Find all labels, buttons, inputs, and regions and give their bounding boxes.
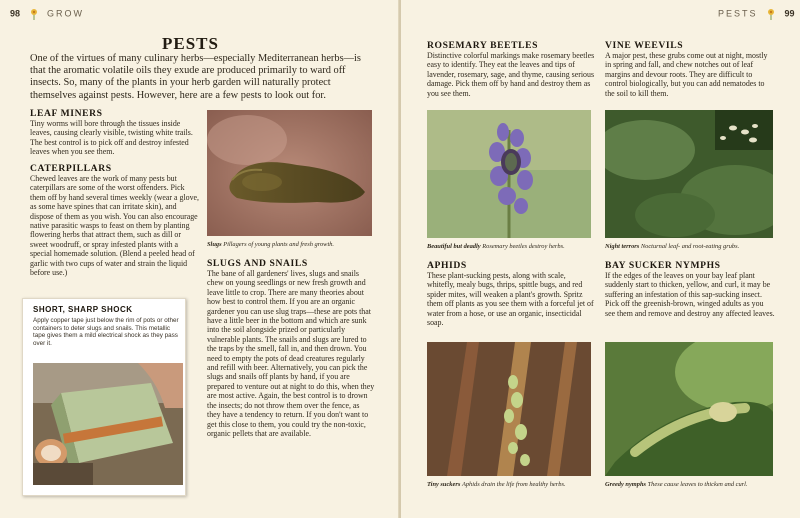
bay-text: If the edges of the leaves on your bay leaf plant suddenly start to thicken, yellow, and curl, it may be suffering an infestation of this sap-sucking insect. Pick off the greenish-brown, winged adults as you see them and remove and destroy any affected leaves. (605, 271, 775, 318)
beetle-caption-text: Rosemary beetles destroy herbs. (482, 243, 565, 250)
aphid-caption (427, 481, 597, 489)
section-label: GROW (47, 8, 85, 19)
beetle-caption-bold: Beautiful but deadly (427, 243, 481, 250)
bay-heading: BAY SUCKER NYMPHS (605, 260, 721, 271)
left-page (0, 0, 399, 518)
flower-icon (29, 8, 39, 20)
copper-tape-photo (33, 363, 183, 485)
bay-caption-text: These cause leaves to thicken and curl. (647, 481, 748, 488)
bay-caption (605, 481, 775, 489)
right-page (401, 0, 800, 518)
left-folio (10, 8, 84, 20)
aphid-caption-text: Aphids drain the life from healthy herbs. (461, 481, 566, 488)
caterpillars-heading: CATERPILLARS (30, 163, 112, 174)
tip-text: Apply copper tape just below the rim of pots or other containers to deter slugs and snails. This metallic tape gives them a mild electrical shock as they pass over it. (33, 317, 179, 347)
section-label: PESTS (718, 8, 758, 19)
rosemary-beetle-photo (427, 110, 591, 238)
slug-photo (207, 110, 372, 236)
right-folio (718, 8, 795, 20)
bay-caption-bold: Greedy nymphs (605, 481, 647, 488)
weevil-caption (605, 243, 775, 251)
page-number: 98 (10, 8, 21, 19)
aphids-photo (427, 342, 591, 476)
leaf-miners-text: Tiny worms will bore through the tissues inside leaves, causing clearly visible, twisting white trails. The best control is to pick off and destroy infested leaves when you see them. (30, 119, 193, 157)
leaf-miners-heading: LEAF MINERS (30, 108, 103, 119)
page-title: PESTS (162, 34, 219, 53)
weevils-text: A major pest, these grubs come out at night, mostly in spring and fall, and chew notches out of leaf margins and devour roots. They are difficult to control biologically, but you can add nematodes to the soil to kill them. (605, 51, 768, 98)
page-number: 99 (784, 8, 795, 19)
slugs-text: The bane of all gardeners' lives, slugs and snails chew on young seedlings or new fresh growth and leave little to crop. There are many theories about how best to control them. If you are an organic gardener you can use slug traps—these are pots that have a little beer in the bottom and which are sunk into the soil alongside prized or particularly vulnerable plants. The snails and slugs are lured to the traps by the smell, fall in, and then drown. You need to empty the pots of dead creatures regularly and refill with beer. Alternatively, you can pick the slugs and snails off plants by hand, if you are prepared to venture out at night to do this, when they are most active. Again, the best control is to drown the insects; do not throw them over the fence, as they have a tendency to return. If you don't want to get this close to them, you could try the non-toxic, organic pellets that are available. (207, 269, 375, 438)
flower-icon (766, 8, 776, 20)
weevil-caption-bold: Night terrors (605, 243, 640, 250)
vine-weevil-photo (605, 110, 773, 238)
tip-heading: SHORT, SHARP SHOCK (33, 305, 133, 314)
aphid-caption-bold: Tiny suckers (427, 481, 461, 488)
rosemary-text: Distinctive colorful markings make rosemary beetles easy to identify. They eat the leaves and tips of lavender, rosemary, sage, and thyme, causing serious damage. Pick them off by hand and destroy them as you see them. (427, 51, 595, 98)
slug-caption-text: Pillagers of young plants and fresh growth. (223, 241, 335, 248)
aphids-text: These plant-sucking pests, along with scale, whitefly, mealy bugs, thrips, spittle bugs, and red spider mites, will weaken a plant's growth. Spritz them off plants as you see them with a forceful jet of water from a hose, or use an organic, insecticidal soap. (427, 271, 594, 328)
rosemary-heading: ROSEMARY BEETLES (427, 40, 538, 51)
intro-paragraph: One of the virtues of many culinary herbs—especially Mediterranean herbs—is that the aromatic volatile oils they exude are produced primarily to ward off insects. So, many of the plants in your herb garden will naturally protect themselves against pests. However, here are a few pests to look out for. (30, 53, 361, 101)
bay-sucker-photo (605, 342, 773, 476)
slugs-heading: SLUGS AND SNAILS (207, 258, 308, 269)
weevil-caption-text: Nocturnal leaf- and root-eating grubs. (640, 243, 740, 250)
slug-caption-bold: Slugs (207, 241, 222, 248)
beetle-caption (427, 243, 597, 251)
tip-box (22, 298, 186, 496)
aphids-heading: APHIDS (427, 260, 467, 271)
slug-caption (207, 241, 377, 249)
weevils-heading: VINE WEEVILS (605, 40, 684, 51)
caterpillars-text: Chewed leaves are the work of many pests but caterpillars are some of the worst offenders. Pick them off by hand several times weekly (wear a glove, as some have spines that can irritate skin), and dispose of them as you wish. You can also encourage native parasitic wasps to feast on them by planting flowering herbs that attract them, such as dill or sweet woodruff, or spray infested plants with a special homemade solution. (Blend a peeled head of garlic with two cups of water and strain the liquid before use.) (30, 174, 200, 278)
